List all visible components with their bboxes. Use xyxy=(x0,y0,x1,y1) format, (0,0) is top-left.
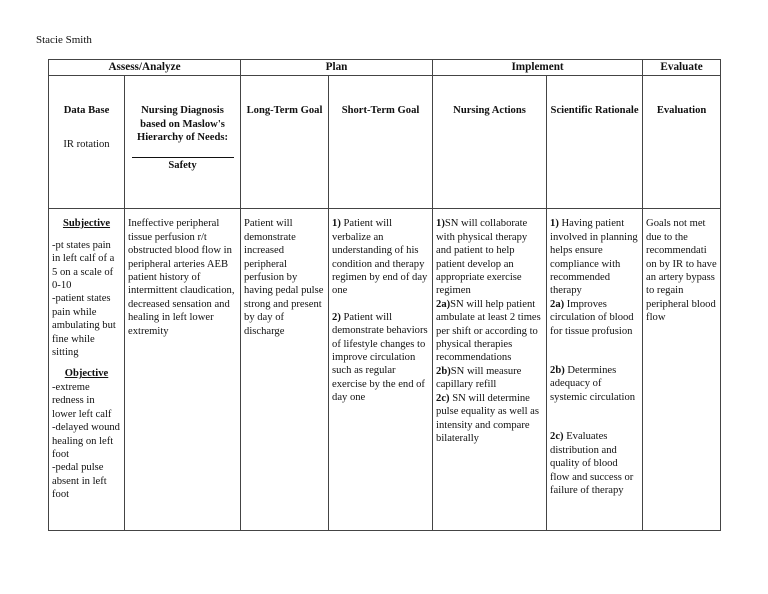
rationale-2b-num: 2b) xyxy=(550,365,565,377)
section-implement: Implement xyxy=(433,60,643,76)
action-2c-num: 2c) xyxy=(436,392,450,404)
short-term-goal-cell xyxy=(329,209,433,531)
short-term-goal-1 xyxy=(332,217,429,297)
header-short-term-goal: Short-Term Goal xyxy=(329,76,433,209)
action-2b xyxy=(436,365,543,392)
header-scientific-rationale: Scientific Rationale xyxy=(547,76,643,209)
section-plan: Plan xyxy=(241,60,433,76)
header-nursing-diagnosis xyxy=(125,76,241,209)
rationale-1-text: Having patient involved in planning helps ensure compliance with recommended therapy xyxy=(550,218,638,297)
content-row xyxy=(49,209,721,531)
action-2b-num: 2b) xyxy=(436,365,451,377)
short-term-goal-1-num: 1) xyxy=(332,218,341,230)
rationale-2c-text: Evaluates distribution and quality of blood flow and success or failure of therapy xyxy=(550,431,634,496)
section-row xyxy=(49,60,721,76)
rationale-cell xyxy=(547,209,643,531)
blank-line xyxy=(132,149,234,158)
rationale-2c xyxy=(550,430,639,497)
rationale-1 xyxy=(550,217,639,297)
nursing-diagnosis-label: Nursing Diagnosis based on Maslow's Hierarchy of Needs: xyxy=(137,105,229,144)
action-1-text: SN will collaborate with physical therapy and patient to help patient develop an appropriate exercise regimen xyxy=(436,218,528,297)
care-plan-table xyxy=(48,59,721,531)
section-evaluate: Evaluate xyxy=(643,60,721,76)
subjective-label: Subjective xyxy=(62,218,111,230)
header-row xyxy=(49,76,721,209)
short-term-goal-2-num: 2) xyxy=(332,311,341,323)
action-2c-text: SN will determine pulse equality as well as intensity and compare bilaterally xyxy=(436,392,539,444)
rationale-2a-num: 2a) xyxy=(550,298,565,310)
short-term-goal-2 xyxy=(332,311,429,405)
action-1-num: 1) xyxy=(436,218,445,230)
author-name: Stacie Smith xyxy=(36,34,92,46)
ir-rotation: IR rotation xyxy=(63,138,110,150)
rationale-2a xyxy=(550,298,639,338)
rationale-2c-num: 2c) xyxy=(550,431,564,443)
diagnosis-cell: Ineffective peripheral tissue perfusion r/t obstructed blood flow in peripheral arteries AEB patient history of intermittent claudication, decreased sensation and healing in left lower extremity xyxy=(125,209,241,531)
data-base-cell xyxy=(49,209,125,531)
action-2c xyxy=(436,392,543,446)
subjective-text: -pt states pain in left calf of a 5 on a scale of 0-10 -patient states pain while ambulating but fine while sitting xyxy=(52,239,116,359)
action-2b-text: SN will measure capillary refill xyxy=(436,365,522,391)
nursing-actions-cell xyxy=(433,209,547,531)
data-base-label: Data Base xyxy=(63,105,110,117)
rationale-1-num: 1) xyxy=(550,218,559,230)
objective-text: -extreme redness in lower left calf -delayed wound healing on left foot -pedal pulse absent in left foot xyxy=(52,381,120,501)
rationale-2a-text: Improves circulation of blood for tissue profusion xyxy=(550,298,634,337)
short-term-goal-2-text: Patient will demonstrate behaviors of lifestyle changes to improve circulation such as regular exercise by the end of day one xyxy=(332,311,428,404)
header-evaluation: Evaluation xyxy=(643,76,721,209)
action-1 xyxy=(436,217,543,297)
rationale-2b-text: Determines adequacy of systemic circulation xyxy=(550,365,636,403)
header-data-base xyxy=(49,76,125,209)
objective-label: Objective xyxy=(64,368,109,380)
action-2a-num: 2a) xyxy=(436,298,451,310)
action-2a xyxy=(436,298,543,365)
short-term-goal-1-text: Patient will verbalize an understanding of his condition and therapy regimen by end of day one xyxy=(332,218,428,297)
evaluation-cell: Goals not met due to the recommendati on by IR to have an artery bypass to regain peripheral blood flow xyxy=(643,209,721,531)
section-assess: Assess/Analyze xyxy=(49,60,241,76)
long-term-goal-cell: Patient will demonstrate increased peripheral perfusion by having pedal pulse strong and present by day of discharge xyxy=(241,209,329,531)
maslow-need: Safety xyxy=(168,159,197,171)
header-long-term-goal: Long-Term Goal xyxy=(241,76,329,209)
rationale-2b xyxy=(550,364,639,404)
action-2a-text: SN will help patient ambulate at least 2 times per shift or according to physical therapies recommendations xyxy=(436,298,541,364)
header-nursing-actions: Nursing Actions xyxy=(433,76,547,209)
